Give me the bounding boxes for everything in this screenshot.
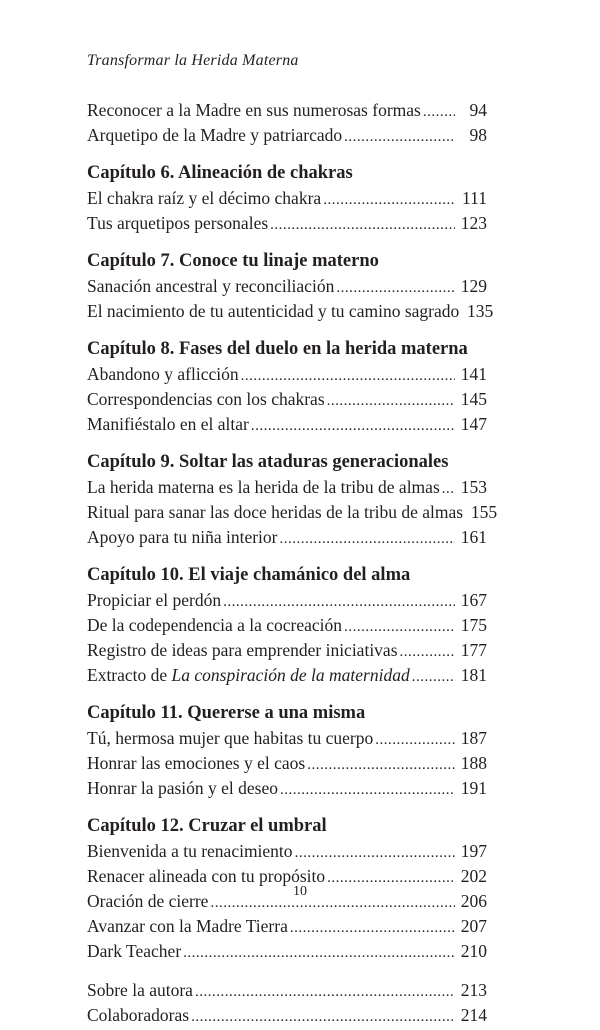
entry-title: Apoyo para tu niña interior	[87, 527, 278, 547]
dot-leader	[280, 778, 455, 803]
dot-leader	[280, 527, 455, 552]
chapter-heading[interactable]: Capítulo 7. Conoce tu linaje materno	[87, 251, 379, 271]
entry-title: Registro de ideas para emprender iniciativas	[87, 640, 398, 660]
toc-entry[interactable]	[87, 839, 487, 864]
toc-entry[interactable]	[87, 211, 487, 236]
chapter-heading[interactable]: Capítulo 12. Cruzar el umbral	[87, 816, 327, 836]
toc-entry[interactable]	[87, 663, 487, 688]
dot-leader	[295, 841, 455, 866]
entry-page: 167	[460, 590, 487, 610]
chapter-heading[interactable]: Capítulo 11. Quererse a una misma	[87, 703, 366, 723]
entry-title: Renacer alineada con tu propósito	[87, 866, 326, 886]
dot-leader	[323, 188, 455, 213]
dot-leader	[241, 364, 455, 389]
toc-entry[interactable]	[87, 299, 494, 324]
toc-entry[interactable]	[87, 939, 487, 964]
dot-leader	[183, 941, 455, 966]
entry-page: 129	[460, 276, 487, 296]
entry-page: 213	[460, 980, 487, 1000]
toc-entry[interactable]	[87, 613, 487, 638]
chapter-8	[87, 336, 487, 437]
entry-title: Propiciar el perdón	[87, 590, 222, 610]
entry-title: Avanzar con la Madre Tierra	[87, 916, 288, 936]
entry-page: 187	[460, 728, 487, 748]
entry-page: 175	[460, 615, 487, 635]
entry-title: Sobre la autora	[87, 980, 193, 1000]
entry-page: 207	[460, 916, 487, 936]
chapter-heading[interactable]: Capítulo 6. Alineación de chakras	[87, 163, 353, 183]
dot-leader	[270, 213, 455, 238]
dot-leader	[191, 1005, 455, 1030]
entry-title: Tus arquetipos personales	[87, 213, 269, 233]
entry-page: 111	[462, 188, 487, 208]
toc-entry[interactable]	[87, 726, 487, 751]
entry-page: 202	[460, 866, 487, 886]
entry-title: Honrar las emociones y el caos	[87, 753, 306, 773]
entry-title: Correspondencias con los chakras	[87, 389, 325, 409]
dot-leader	[375, 728, 455, 753]
entry-title-prefix: Extracto de	[87, 665, 168, 685]
entry-page: 206	[460, 891, 487, 911]
entry-page: 188	[460, 753, 487, 773]
entry-title: El chakra raíz y el décimo chakra	[87, 188, 322, 208]
toc-entry[interactable]	[87, 525, 487, 550]
dot-leader	[327, 389, 455, 414]
chapter-10	[87, 562, 487, 688]
entry-title: Manifiéstalo en el altar	[87, 414, 249, 434]
back-matter	[87, 978, 487, 1028]
entry-page: 210	[460, 941, 487, 961]
dot-leader	[290, 916, 455, 941]
entry-page: 155	[470, 502, 498, 522]
toc-entry[interactable]	[87, 776, 487, 801]
dot-leader	[195, 980, 455, 1005]
dot-leader	[251, 414, 455, 439]
entry-title: Ritual para sanar las doce heridas de la tribu de almas	[87, 502, 464, 522]
dot-leader	[423, 100, 455, 125]
chapter-heading[interactable]: Capítulo 8. Fases del duelo en la herida materna	[87, 339, 468, 359]
entry-title: De la codependencia a la cocreación	[87, 615, 343, 635]
toc-entry[interactable]	[87, 475, 487, 500]
entry-page: 191	[460, 778, 487, 798]
chapter-heading[interactable]: Capítulo 10. El viaje chamánico del alma	[87, 565, 411, 585]
entry-title: Dark Teacher	[87, 941, 182, 961]
entry-title: Sanación ancestral y reconciliación	[87, 276, 335, 296]
entry-page: 153	[460, 477, 487, 497]
entry-page: 214	[460, 1005, 487, 1025]
chapter-7	[87, 248, 494, 324]
dot-leader	[223, 590, 455, 615]
entry-title: Honrar la pasión y el deseo	[87, 778, 278, 798]
toc-entry[interactable]	[87, 914, 487, 939]
intro-entries	[87, 98, 487, 148]
entry-page: 145	[460, 389, 487, 409]
entry-page: 197	[460, 841, 487, 861]
toc-entry[interactable]	[87, 98, 487, 123]
toc-entry[interactable]	[87, 186, 487, 211]
dot-leader	[400, 640, 455, 665]
dot-leader	[336, 276, 455, 301]
dot-leader	[307, 753, 455, 778]
entry-title: La herida materna es la herida de la tribu de almas	[87, 477, 440, 497]
entry-page: 98	[469, 125, 487, 145]
entry-title	[87, 663, 410, 688]
entry-page: 141	[460, 364, 487, 384]
entry-title: Reconocer a la Madre en sus numerosas formas	[87, 100, 421, 120]
toc-entry[interactable]	[87, 638, 487, 663]
toc-entry[interactable]	[87, 387, 487, 412]
chapter-11	[87, 700, 487, 801]
entry-page: 94	[469, 100, 487, 120]
toc-entry[interactable]	[87, 500, 498, 525]
toc-entry[interactable]	[87, 274, 487, 299]
entry-title: Bienvenida a tu renacimiento	[87, 841, 293, 861]
chapter-9	[87, 449, 498, 550]
entry-page: 135	[467, 301, 494, 321]
entry-page: 123	[460, 213, 487, 233]
toc-entry[interactable]	[87, 1003, 487, 1028]
entry-page: 161	[460, 527, 487, 547]
dot-leader	[412, 665, 455, 690]
toc-entry[interactable]	[87, 412, 487, 437]
dot-leader	[442, 477, 455, 502]
entry-page: 181	[460, 665, 487, 685]
running-head: Transformar la Herida Materna	[87, 52, 299, 69]
toc-entry[interactable]	[87, 978, 487, 1003]
chapter-heading[interactable]: Capítulo 9. Soltar las ataduras generacionales	[87, 452, 449, 472]
entry-title: Abandono y aflicción	[87, 364, 239, 384]
toc-entry[interactable]	[87, 362, 487, 387]
toc-entry[interactable]	[87, 751, 487, 776]
entry-title: El nacimiento de tu autenticidad y tu camino sagrado	[87, 301, 460, 321]
entry-title-italic: La conspiración de la maternidad	[171, 665, 410, 685]
page-number: 10	[293, 884, 307, 899]
entry-page: 177	[460, 640, 487, 660]
entry-title: Arquetipo de la Madre y patriarcado	[87, 125, 343, 145]
toc-entry[interactable]	[87, 123, 487, 148]
dot-leader	[344, 615, 455, 640]
entry-title: Colaboradoras	[87, 1005, 190, 1025]
entry-title: Tú, hermosa mujer que habitas tu cuerpo	[87, 728, 374, 748]
chapter-6	[87, 160, 487, 236]
toc-entry[interactable]	[87, 588, 487, 613]
dot-leader	[344, 125, 455, 150]
entry-page: 147	[460, 414, 487, 434]
entry-title: Oración de cierre	[87, 891, 209, 911]
